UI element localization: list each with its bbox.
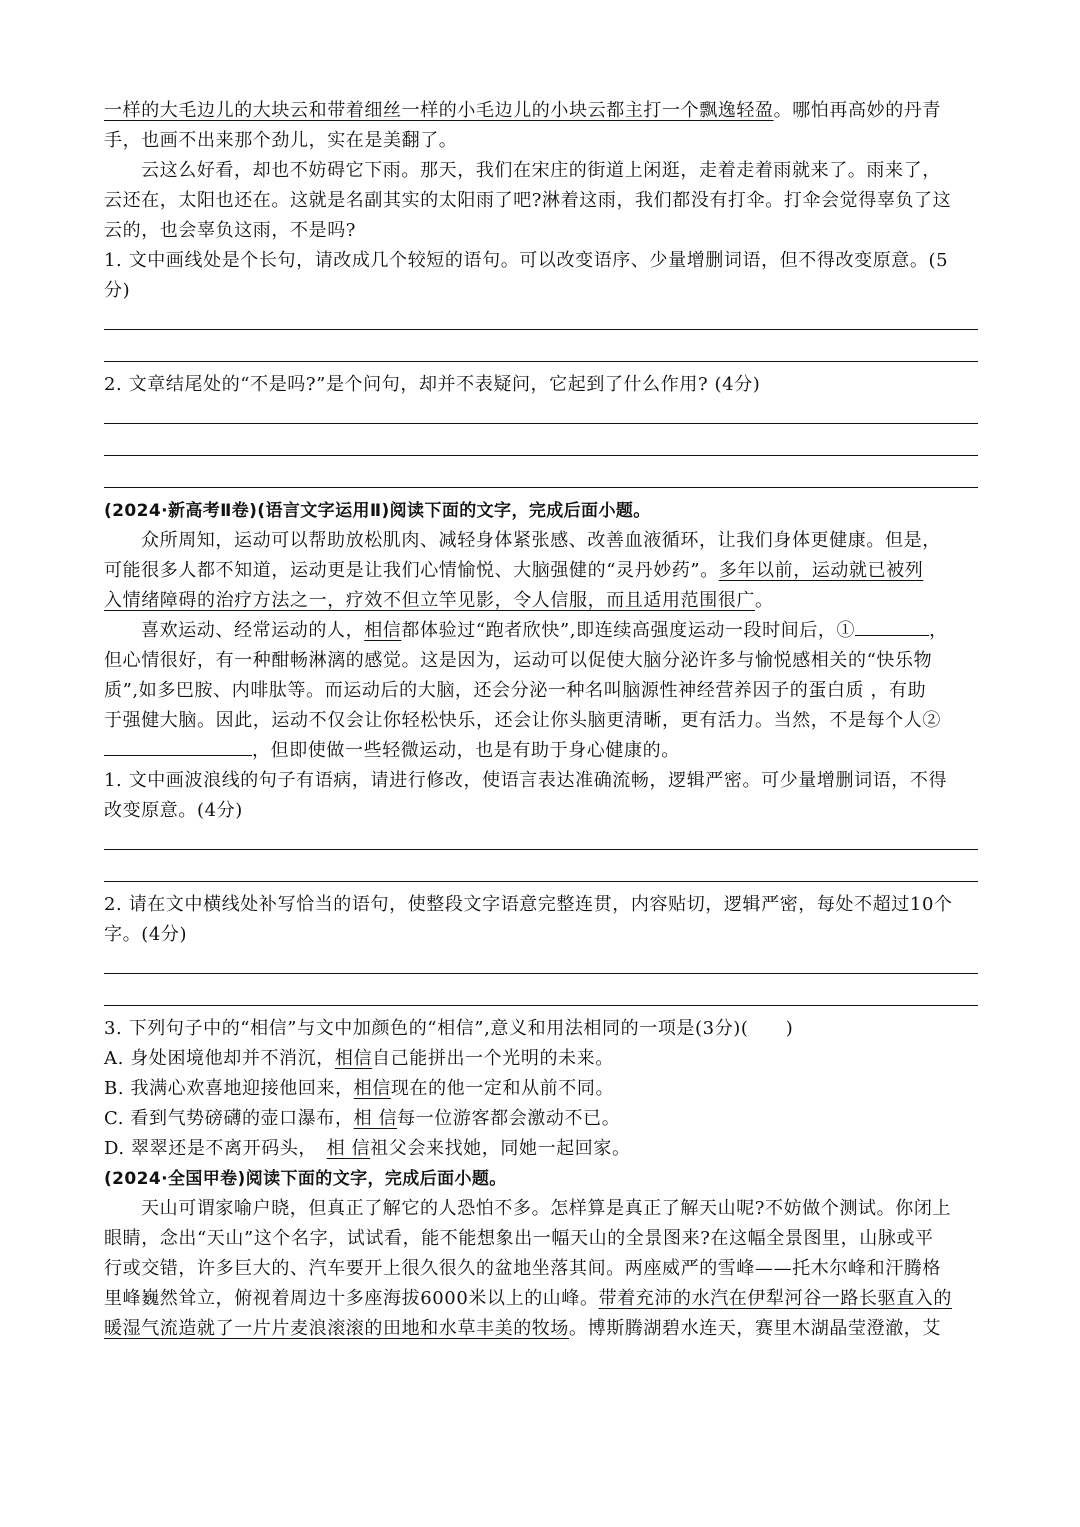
passage-line: 里峰巍然耸立，俯视着周边十多座海拔6000米以上的山峰。带着充沛的水汽在伊犁河谷一路长驱直入的 [104, 1288, 953, 1309]
answer-line[interactable] [104, 850, 978, 882]
highlighted-word: 相信 [364, 620, 402, 641]
question-2-text: 2. 文章结尾处的“不是吗?”是个问句，却并不表疑问，它起到了什么作用? (4分) [104, 374, 761, 395]
passage-line: 云这么好看，却也不妨碍它下雨。那天，我们在宋庄的街道上闲逛，走着走着雨就来了。雨来了， [141, 160, 941, 181]
section-heading: (2024·全国甲卷)阅读下面的文字，完成后面小题。 [104, 1169, 507, 1189]
passage-line: 但心情很好，有一种酣畅淋漓的感觉。这是因为，运动可以促使大脑分泌许多与愉悦感相关的“快乐物 [104, 650, 933, 671]
wavy-underlined-sentence: 入情绪障碍的治疗方法之一，疗效不但立竿见影，令人信服，而且适用范围很广 [104, 590, 755, 611]
question-1-text: 1. 文中画波浪线的句子有语病，请进行修改，使语言表达准确流畅，逻辑严密。可少量增删词语，不得 [104, 770, 948, 791]
answer-line[interactable] [104, 456, 978, 488]
question-1-text: 改变原意。(4分) [104, 800, 243, 821]
passage-line: 入情绪障碍的治疗方法之一，疗效不但立竿见影，令人信服，而且适用范围很广。 [104, 590, 774, 611]
underlined-sentence: 暖湿气流造就了一片片麦浪滚滚的田地和水草丰美的牧场 [104, 1318, 569, 1339]
wavy-underlined-sentence: 多年以前，运动就已被列 [718, 560, 924, 581]
passage-line: 手，也画不出来那个劲儿，实在是美翻了。 [104, 130, 458, 151]
option-c[interactable]: C. 看到气势磅礴的壶口瀑布，相 信每一位游客都会激动不已。 [104, 1108, 621, 1129]
answer-line[interactable] [104, 306, 978, 330]
passage-line: 于强健大脑。因此，运动不仅会让你轻松快乐，还会让你头脑更清晰，更有活力。当然，不是每个人② [104, 710, 941, 731]
option-b[interactable]: B. 我满心欢喜地迎接他回来，相信现在的他一定和从前不同。 [104, 1078, 615, 1099]
option-d[interactable]: D. 翠翠还是不离开码头， 相 信祖父会来找她，同她一起回家。 [104, 1138, 631, 1159]
passage-line: 眼睛，念出“天山”这个名字，试试看，能不能想象出一幅天山的全景图来?在这幅全景图里，山脉或平 [104, 1228, 934, 1249]
underlined-sentence: 一样的大毛边儿的大块云和带着细丝一样的小毛边儿的小块云都主打一个飘逸轻盈 [104, 100, 774, 121]
passage-line: 云还在，太阳也还在。这就是名副其实的太阳雨了吧?淋着这雨，我们都没有打伞。打伞会觉得辜负了这 [104, 190, 952, 211]
answer-line[interactable] [104, 826, 978, 850]
option-a[interactable]: A. 身处困境他却并不消沉，相信自己能拼出一个光明的未来。 [104, 1048, 614, 1069]
passage-line: 可能很多人都不知道，运动更是让我们心情愉悦、大脑强健的“灵丹妙药”。多年以前，运动就已被列 [104, 560, 924, 581]
passage-line: 质”,如多巴胺、内啡肽等。而运动后的大脑，还会分泌一种名叫脑源性神经营养因子的蛋白质 ，有助 [104, 680, 927, 701]
answer-line[interactable] [104, 974, 978, 1006]
passage-line: 云的，也会辜负这雨，不是吗? [104, 220, 357, 241]
section-heading: (2024·新高考Ⅱ卷)(语言文字运用Ⅱ)阅读下面的文字，完成后面小题。 [104, 501, 651, 521]
document-page [104, 96, 978, 1344]
answer-line[interactable] [104, 424, 978, 456]
answer-line[interactable] [104, 330, 978, 362]
answer-line[interactable] [104, 950, 978, 974]
passage-line: 天山可谓家喻户晓，但真正了解它的人恐怕不多。怎样算是真正了解天山呢?不妨做个测试。你闭上 [141, 1198, 952, 1219]
passage-line: 行或交错，许多巨大的、汽车要开上很久很久的盆地坐落其间。两座威严的雪峰——托木尔峰和汗腾格 [104, 1258, 941, 1279]
passage-line: 暖湿气流造就了一片片麦浪滚滚的田地和水草丰美的牧场。博斯腾湖碧水连天，赛里木湖晶莹澄澈，艾 [104, 1318, 941, 1339]
question-1-text: 分) [104, 280, 131, 301]
question-1-text: 1. 文中画线处是个长句，请改成几个较短的语句。可以改变语序、少量增删词语，但不得改变原意。(5 [104, 250, 949, 271]
passage-line: 喜欢运动、经常运动的人，相信都体验过“跑者欣快”,即连续高强度运动一段时间后，① ， [104, 616, 978, 646]
fill-blank-1[interactable] [855, 617, 929, 636]
answer-line[interactable] [104, 400, 978, 424]
underlined-sentence: 带着充沛的水汽在伊犁河谷一路长驱直入的 [598, 1288, 953, 1309]
passage-line: 众所周知，运动可以帮助放松肌肉、减轻身体紧张感、改善血液循环，让我们身体更健康。但是， [141, 530, 941, 551]
question-2-text: 字。(4分) [104, 924, 188, 945]
question-2-text: 2. 请在文中横线处补写恰当的语句，使整段文字语意完整连贯，内容贴切，逻辑严密，每处不超过10个 [104, 894, 953, 915]
passage-line: ，但即使做一些轻微运动，也是有助于身心健康的。 [104, 736, 978, 766]
question-3-text: 3. 下列句子中的“相信”与文中加颜色的“相信”,意义和用法相同的一项是(3分)( ) [104, 1018, 794, 1039]
fill-blank-2[interactable] [104, 737, 252, 756]
passage-line: 一样的大毛边儿的大块云和带着细丝一样的小毛边儿的小块云都主打一个飘逸轻盈。哪怕再高妙的丹青 [104, 100, 942, 121]
